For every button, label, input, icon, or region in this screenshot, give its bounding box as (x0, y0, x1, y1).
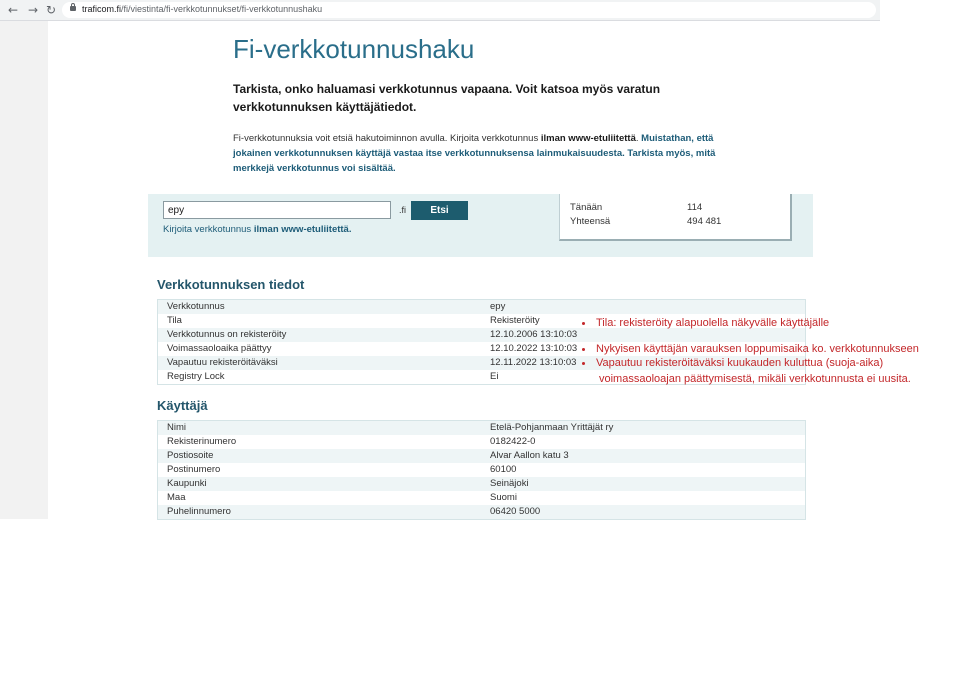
bullet-icon (582, 362, 585, 365)
table-row: Vapautuu rekisteröitäväksi 12.11.2022 13:10:03 (158, 356, 805, 370)
stat-row-total: Yhteensä 494 481 (570, 216, 722, 227)
left-gutter (0, 21, 48, 519)
table-row: Postinumero 60100 (167, 464, 517, 475)
address-bar[interactable] (62, 2, 876, 18)
url-text: traficom.fi/fi/viestinta/fi-verkkotunnukset/fi-verkkotunnushaku (82, 4, 323, 14)
table-row: Verkkotunnus on rekisteröity 12.10.2006 13:10:03 (158, 328, 805, 342)
forward-arrow-icon[interactable]: → (27, 3, 39, 17)
back-arrow-icon[interactable]: ← (7, 3, 19, 17)
search-panel (148, 194, 813, 257)
annotation-status: Tila: rekisteröity alapuolella näkyvälle käyttäjälle (582, 317, 829, 329)
description-link[interactable]: Muistathan, että jokainen verkkotunnuksen käyttäjä vastaa itse verkkotunnuksensa lainmukaisuudesta. Tarkista myös, mitä merkkejä verkkotunnus voi sisältää. (233, 133, 716, 174)
browser-toolbar (0, 0, 880, 21)
table-row: Tila Rekisteröity (167, 315, 540, 326)
table-row: Verkkotunnus epy (158, 300, 805, 314)
annotation-release-cont: voimassaoloajan päättymisestä, mikäli verkkotunnusta ei uusita. (599, 373, 911, 385)
search-button[interactable]: Etsi (411, 201, 468, 220)
stat-row-today: Tänään 114 (570, 202, 703, 213)
table-row: Postiosoite Alvar Aallon katu 3 (158, 449, 805, 463)
domain-search-input[interactable]: epy (163, 201, 391, 219)
stats-box (559, 194, 792, 241)
table-row: Nimi Etelä-Pohjanmaan Yrittäjät ry (158, 421, 805, 435)
table-row: Kaupunki Seinäjoki (158, 477, 805, 491)
bullet-icon (582, 348, 585, 351)
table-row: Puhelinnumero 06420 5000 (158, 505, 805, 519)
user-details-heading: Käyttäjä (157, 398, 208, 413)
page-title: Fi-verkkotunnushaku (233, 34, 475, 64)
table-row: Rekisterinumero 0182422-0 (167, 436, 536, 447)
annotation-expiry: Nykyisen käyttäjän varauksen loppumisaika ko. verkkotunnukseen (582, 343, 919, 355)
tld-suffix: .fi (399, 205, 407, 215)
reload-icon[interactable]: ↻ (45, 3, 57, 17)
search-hint: Kirjoita verkkotunnus ilman www-etuliitettä. (163, 224, 352, 235)
page-description: Fi-verkkotunnuksia voit etsiä hakutoiminnon avulla. Kirjoita verkkotunnus ilman www-etuliitettä. Muistathan, että jokainen verkkotunnuksen käyttäjä vastaa itse verkkotunnuksensa lainmukaisuudesta. Tarkista myös, mitä merkkejä verkkotunnus voi sisältää. (233, 133, 716, 174)
table-row: Maa Suomi (167, 492, 517, 503)
annotation-release: Vapautuu rekisteröitäväksi kuukauden kuluttua (suoja-aika) (582, 357, 883, 369)
page-intro: Tarkista, onko haluamasi verkkotunnus vapaana. Voit katsoa myös varatun verkkotunnuksen käyttäjätiedot. (233, 82, 661, 114)
lock-icon (70, 6, 76, 11)
bullet-icon (582, 322, 585, 325)
table-row: Registry Lock Ei (167, 371, 499, 382)
table-row: Voimassaoloaika päättyy 12.10.2022 13:10:03 (167, 343, 578, 354)
user-details-table (157, 420, 806, 520)
domain-details-heading: Verkkotunnuksen tiedot (157, 277, 305, 292)
